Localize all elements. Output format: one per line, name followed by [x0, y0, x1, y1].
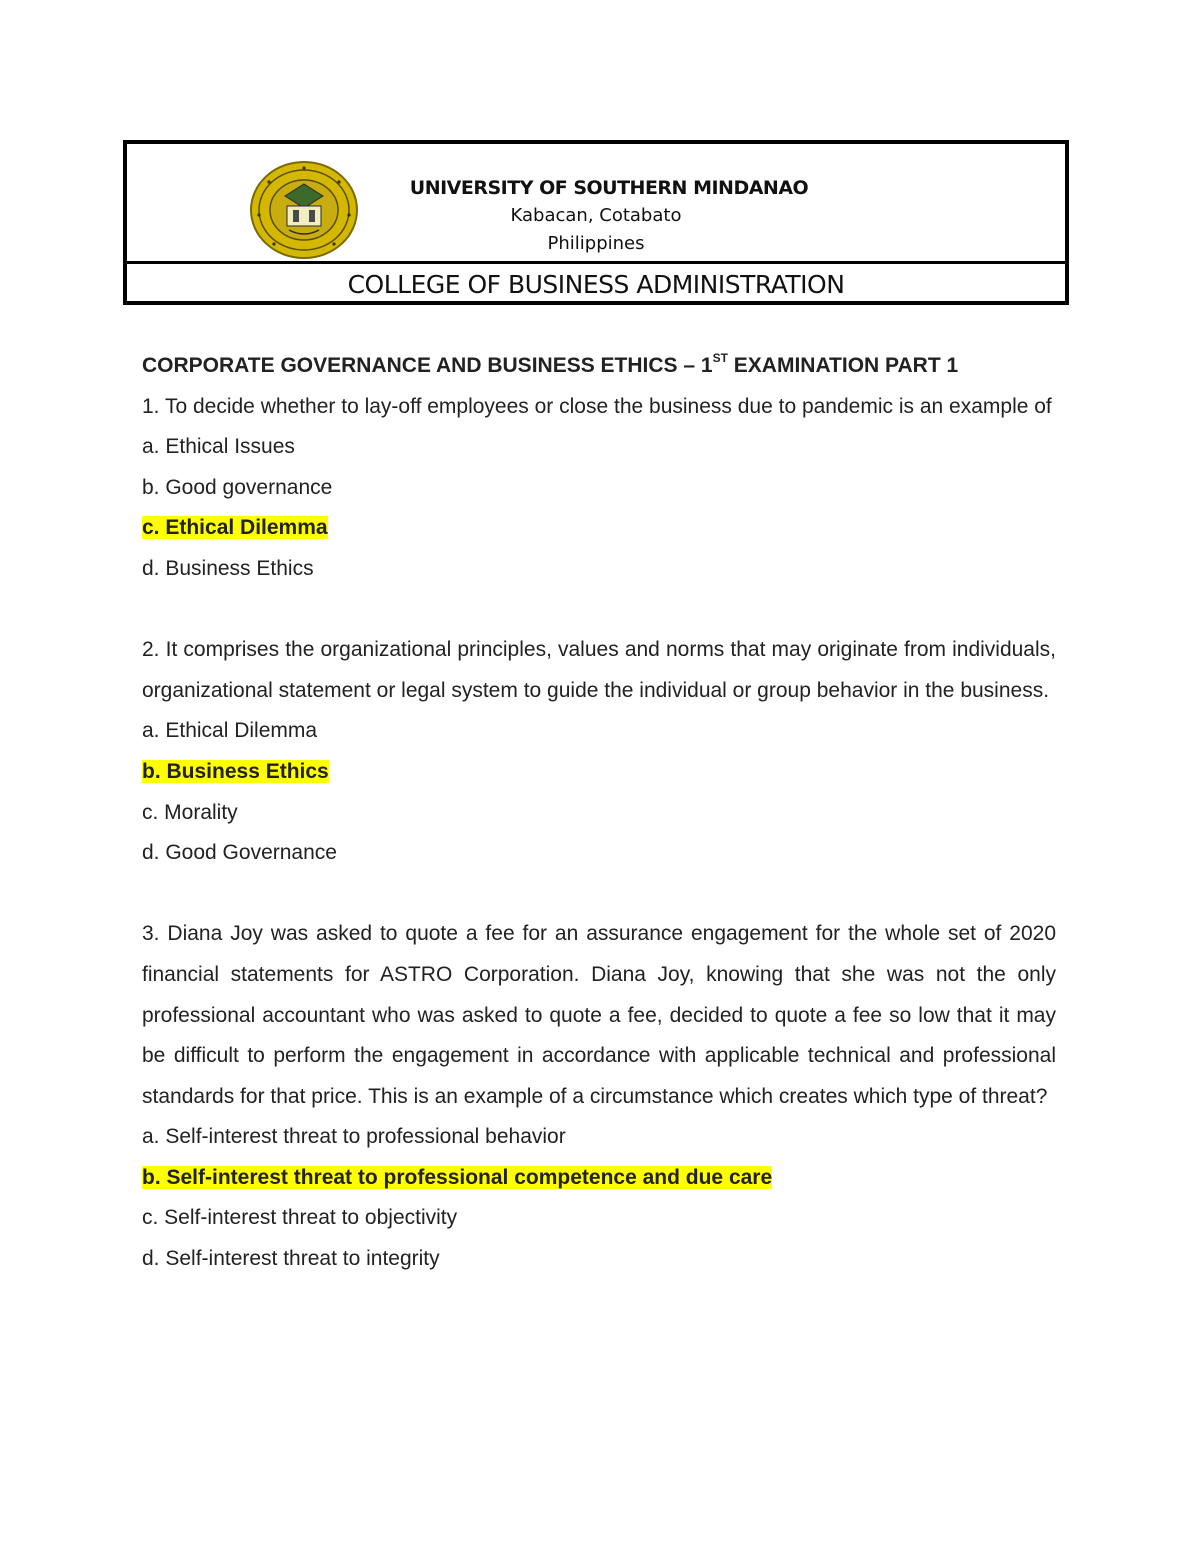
- question-2: [142, 630, 1056, 874]
- exam-content: [142, 346, 1056, 1280]
- question-option: [142, 711, 1056, 752]
- correct-answer-highlight: b. Self-interest threat to professional competence and due care: [142, 1165, 773, 1189]
- question-1: [142, 387, 1056, 590]
- exam-title-tail: EXAMINATION PART 1: [727, 354, 959, 377]
- option-text: c. Morality: [142, 800, 238, 824]
- college-name: COLLEGE OF BUSINESS ADMINISTRATION: [347, 270, 845, 299]
- option-text: c. Self-interest threat to objectivity: [142, 1206, 458, 1230]
- option-text: b. Good governance: [142, 475, 333, 499]
- exam-title-superscript: ST: [712, 351, 728, 365]
- question-option: [142, 468, 1056, 509]
- university-country: Philippines: [547, 233, 645, 254]
- question-answer: [142, 752, 1056, 793]
- question-option: [142, 1239, 1056, 1280]
- option-text: d. Self-interest threat to integrity: [142, 1247, 440, 1271]
- exam-title-main: CORPORATE GOVERNANCE AND BUSINESS ETHICS – 1: [142, 354, 713, 377]
- correct-answer-highlight: b. Business Ethics: [142, 759, 329, 783]
- question-text: 1. To decide whether to lay-off employees or close the business due to pandemic is an example of: [142, 394, 1052, 418]
- exam-title: [142, 346, 1056, 387]
- spacer: [142, 590, 1056, 631]
- correct-answer-highlight: c. Ethical Dilemma: [142, 516, 328, 540]
- option-text: d. Good Governance: [142, 841, 337, 865]
- letterhead: [123, 140, 1069, 305]
- university-location: Kabacan, Cotabato: [510, 205, 682, 226]
- question-answer: [142, 1158, 1056, 1199]
- question-option: [142, 793, 1056, 834]
- university-block: [127, 174, 1065, 258]
- question-text: 3. Diana Joy was asked to quote a fee for an assurance engagement for the whole set of 2020 financial statements for ASTRO Corporation. Diana Joy, knowing that she was not the only professional accountant who was asked to quote a fee, decided to quote a fee so low that it may be difficult to perform the engagement in accordance with applicable technical and professional standards for that price. This is an example of a circumstance which creates which type of threat?: [142, 922, 1056, 1108]
- university-name: UNIVERSITY OF SOUTHERN MINDANAO: [409, 177, 809, 199]
- option-text: a. Ethical Issues: [142, 435, 295, 459]
- spacer: [142, 874, 1056, 915]
- question-3: [142, 914, 1056, 1279]
- question-option: [142, 549, 1056, 590]
- option-text: a. Ethical Dilemma: [142, 719, 318, 743]
- letterhead-top: [127, 144, 1065, 264]
- question-option: [142, 1117, 1056, 1158]
- question-option: [142, 1198, 1056, 1239]
- question-option: [142, 427, 1056, 468]
- question-option: [142, 833, 1056, 874]
- option-text: d. Business Ethics: [142, 556, 314, 580]
- question-text: 2. It comprises the organizational principles, values and norms that may originate from individuals, organizational statement or legal system to guide the individual or group behavior in the business.: [142, 638, 1056, 702]
- question-answer: [142, 508, 1056, 549]
- option-text: a. Self-interest threat to professional behavior: [142, 1125, 566, 1149]
